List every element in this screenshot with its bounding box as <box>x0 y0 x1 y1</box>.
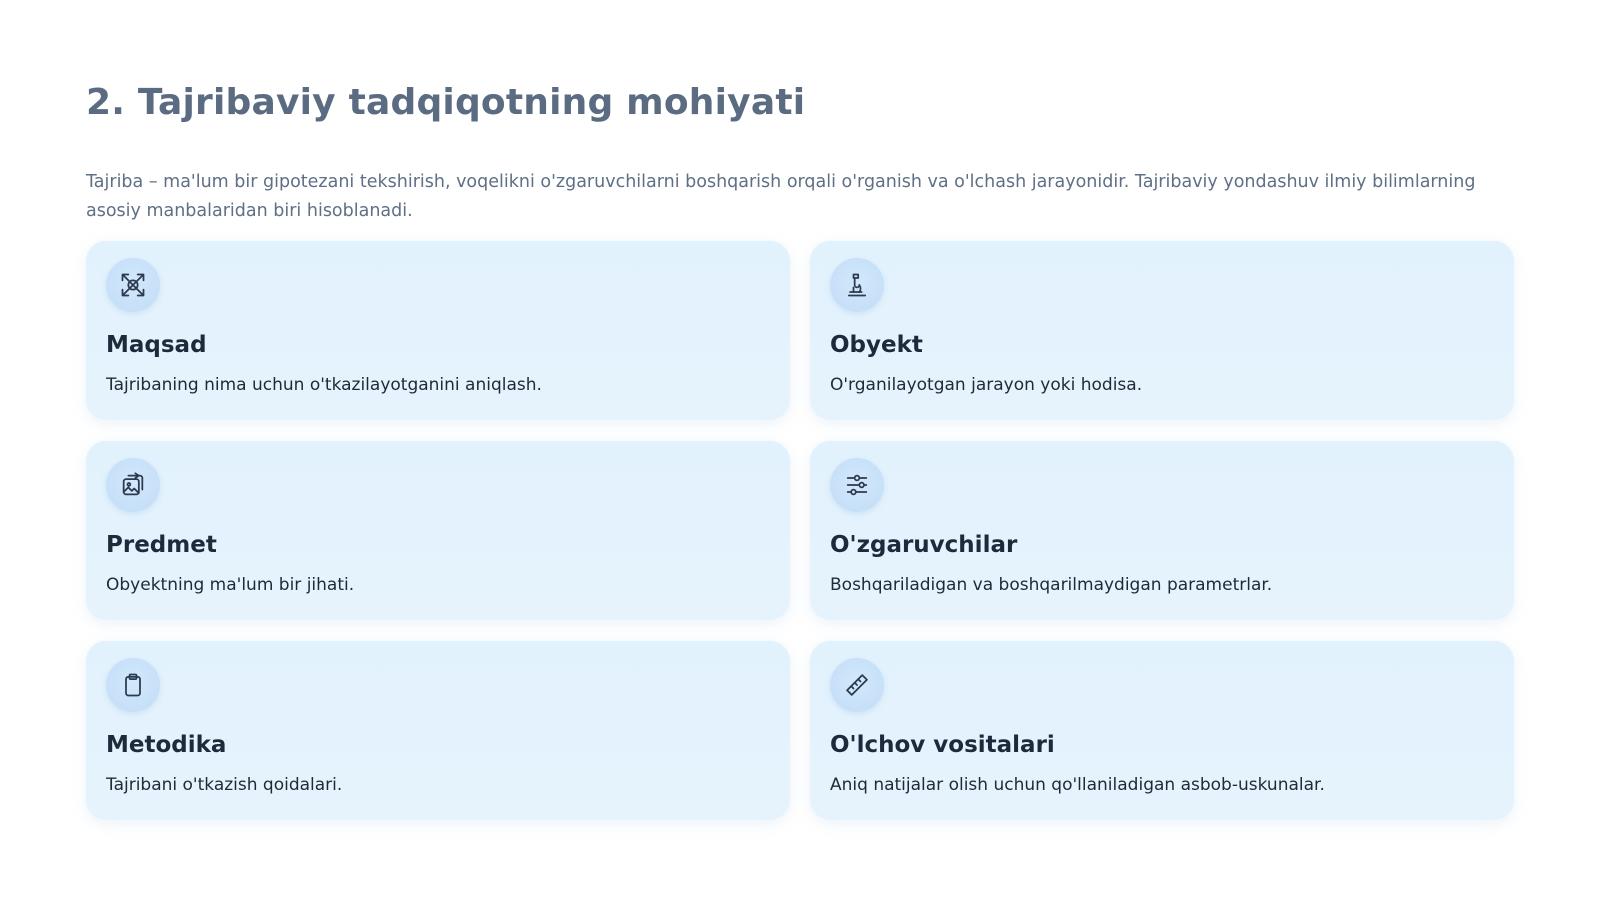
card-title: O'lchov vositalari <box>830 732 1055 758</box>
card-ozgaruvchilar <box>810 440 1514 620</box>
intro-paragraph: Tajriba – ma'lum bir gipotezani tekshirish, voqelikni o'zgaruvchilarni boshqarish orqali o'rganish va o'lchash jarayonidir. Tajribaviy yondashuv ilmiy bilimlarning asosiy manbalaridan biri hisoblanadi. <box>86 172 1476 221</box>
card-title: O'zgaruvchilar <box>830 532 1018 558</box>
card-description: Boshqariladigan va boshqarilmaydigan parametrlar. <box>830 575 1273 595</box>
card-maqsad <box>86 240 790 420</box>
microscope-icon <box>830 258 884 312</box>
card-description: Obyektning ma'lum bir jihati. <box>106 575 355 595</box>
card-description: Aniq natijalar olish uchun qo'llaniladigan asbob-uskunalar. <box>830 775 1325 795</box>
ruler-icon <box>830 658 884 712</box>
card-predmet <box>86 440 790 620</box>
card-title: Maqsad <box>106 332 207 358</box>
card-description: O'rganilayotgan jarayon yoki hodisa. <box>830 375 1143 395</box>
card-metodika <box>86 640 790 820</box>
card-description: Tajribaning nima uchun o'tkazilayotganini aniqlash. <box>106 375 542 395</box>
card-title: Metodika <box>106 732 227 758</box>
card-title: Predmet <box>106 532 217 558</box>
target-cross-icon <box>106 258 160 312</box>
cards-grid <box>86 240 1514 820</box>
slide-title: 2. Tajribaviy tadqiqotning mohiyati <box>86 82 806 123</box>
sliders-icon <box>830 458 884 512</box>
card-olchov-vositalari <box>810 640 1514 820</box>
card-obyekt <box>810 240 1514 420</box>
clipboard-icon <box>106 658 160 712</box>
image-gallery-icon <box>106 458 160 512</box>
card-description: Tajribani o'tkazish qoidalari. <box>106 775 343 795</box>
card-title: Obyekt <box>830 332 923 358</box>
